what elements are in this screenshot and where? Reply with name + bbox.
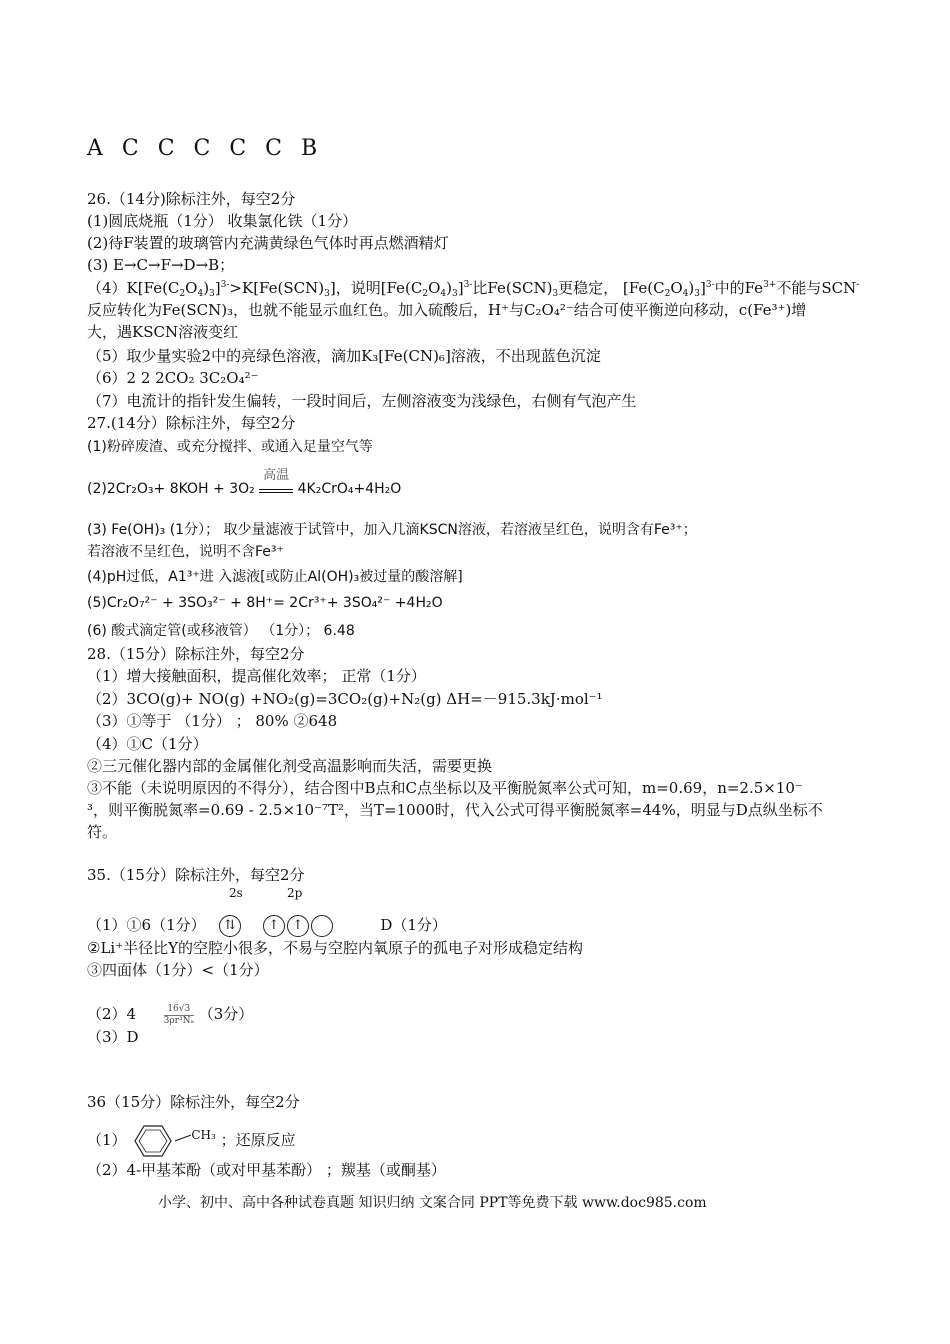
q26-l4-part-b: ，说明[Fe(C [335,279,423,297]
q35-l4-right: （3分） [198,1005,254,1023]
q27-line-3: (3) Fe(OH)₃ (1分）； 取少量滤液于试管中，加入几滴KSCN溶液，若溶液呈红色，说明含有Fe³⁺； [87,522,697,538]
orbital-2s-label: 2s [229,886,243,900]
q36-line-1 [87,1124,296,1158]
q35-line-4 [87,1003,253,1027]
q27-eq-right: 4K₂CrO₄+4H₂O [297,481,402,497]
q26-l4-part-a: （4）K[Fe(C [87,279,180,297]
q26-line-3: (3) E→C→F→D→B； [87,256,235,274]
q27-line-6: (5)Cr₂O₇²⁻ + 3SO₃²⁻ + 8H⁺= 2Cr³⁺+ 3SO₄²⁻ +4H₂O [87,595,443,611]
q35-header: 35.（15分）除标注外，每空2分 [87,866,305,884]
page-footer: 小学、初中、高中各种试卷真题 知识归纳 文案合同 PPT等免费下载 www.doc985.com [158,1195,707,1211]
q26-line-1: (1)圆底烧瓶（1分） 收集氯化铁（1分） [87,212,358,230]
q35-line-3: ③四面体（1分）<（1分） [87,961,269,979]
q26-l4-part-d: 更稳定， [Fe(C [558,279,665,297]
density-formula: $\frac{16√3}{\text{3ρr³Nₐ}}$ [163,1003,194,1026]
q27-header: 27.(14分）除标注外，每空2分 [87,414,296,432]
q27-line-1: (1)粉碎废渣、或充分搅拌、或通入足量空气等 [87,439,373,455]
q26-l4-part-e: 中的Fe [714,279,764,297]
q26-l4-part-c: 比Fe(SCN) [472,279,553,297]
benzene-ring-icon [131,1124,175,1158]
q27-line-4: 若溶液不呈红色，说明不含Fe³⁺ [87,544,284,560]
q26-line-6: 大，遇KSCN溶液变红 [87,323,239,341]
q36-l1-left: （1） [87,1131,127,1149]
q28-line-2: （2）3CO(g)+ NO(g) +NO₂(g)=3CO₂(g)+N₂(g) ΔH=－915.3kJ·mol⁻¹ [87,690,603,708]
q28-line-8: 符。 [87,823,118,841]
q27-eq-left: (2)2Cr₂O₃+ 8KOH + 3O₂ [87,481,255,497]
q28-line-4: （4）①C（1分） [87,735,208,753]
q35-line-2: ②Li⁺半径比Y的空腔小很多，不易与空腔内氧原子的孤电子对形成稳定结构 [87,939,584,957]
methyl-group: CH₃ [191,1128,216,1142]
q35-line-1 [87,914,447,937]
q35-l1-left: （1）①6（1分） [87,916,206,934]
orbital-2s-box-icon: ⇅ [219,915,241,937]
bond-line-icon [175,1124,191,1158]
q26-line-4: $(4)K[Fe(C_2O_4)_3]^{3-}>K[Fe(SCN)_3]$，说明$[Fe(C_2O_4)_3]^{3-}$比$Fe(SCN)_3$更稳定， $[Fe(C_2O_4)_3]^{3-}$中的$Fe^{3+}$不能与SCN- [87,279,860,299]
q35-l4-left: （2）4 [87,1005,137,1023]
orbital-2p-box-2-icon: ↑ [287,915,309,937]
q28-line-5: ②三元催化器内部的金属催化剂受高温影响而失活，需要更换 [87,757,493,775]
orbital-2p-label: 2p [287,886,303,900]
q28-line-7: ³，则平衡脱氮率=0.69 - 2.5×10⁻⁷T²，当T=1000时，代入公式可得平衡脱氮率=44%，明显与D点纵坐标不 [87,801,823,819]
q35-line-5: （3）D [87,1028,139,1046]
q28-header: 28.（15分）除标注外，每空2分 [87,645,305,663]
q36-header: 36（15分）除标注外，每空2分 [87,1093,300,1111]
q26-line-9: （7）电流计的指针发生偏转，一段时间后，左侧溶液变为浅绿色，右侧有气泡产生 [87,392,637,410]
q27-line-2 [87,468,402,500]
reaction-arrow [259,468,293,493]
q28-line-3: （3）①等于 （1分） ； 80% ②648 [87,712,338,730]
q36-l1-right: ；还原反应 [220,1131,296,1149]
q26-line-7: （5）取少量实验2中的亮绿色溶液，滴加K₃[Fe(CN)₆]溶液，不出现蓝色沉淀 [87,347,601,365]
orbital-2p-box-3-icon [311,915,333,937]
reaction-condition: 高温 [263,468,290,483]
q28-line-1: （1）增大接触面积，提高催化效率； 正常（1分） [87,667,426,685]
q27-line-5: (4)pH过低，A1³⁺进 入滤液[或防止Al(OH)₃被过量的酸溶解] [87,569,463,585]
q26-line-2: (2)待F装置的玻璃管内充满黄绿色气体时再点燃酒精灯 [87,234,449,252]
q26-line-8: （6）2 2 2CO₂ 3C₂O₄²⁻ [87,369,259,387]
q27-line-7: (6) 酸式滴定管(或移液管） （1分）； 6.48 [87,623,355,639]
q28-line-6: ③不能（未说明原因的不得分），结合图中B点和C点坐标以及平衡脱氮率公式可知，m=0.69，n=2.5×10⁻ [87,779,803,797]
q35-l1-right: D（1分） [380,916,447,934]
answer-key: A C C C C C B [87,136,324,161]
q26-header: 26.（14分)除标注外，每空2分 [87,190,296,208]
q26-line-5: 反应转化为Fe(SCN)₃，也就不能显示血红色。加入硫酸后，H⁺与C₂O₄²⁻结合可使平衡逆向移动，c(Fe³⁺)增 [87,301,807,319]
orbital-2p-box-1-icon: ↑ [263,915,285,937]
q26-l4-part-f: 不能与SCN [776,279,857,297]
q36-line-2: （2）4-甲基苯酚（或对甲基苯酚） ；羰基（或酮基） [87,1161,446,1179]
